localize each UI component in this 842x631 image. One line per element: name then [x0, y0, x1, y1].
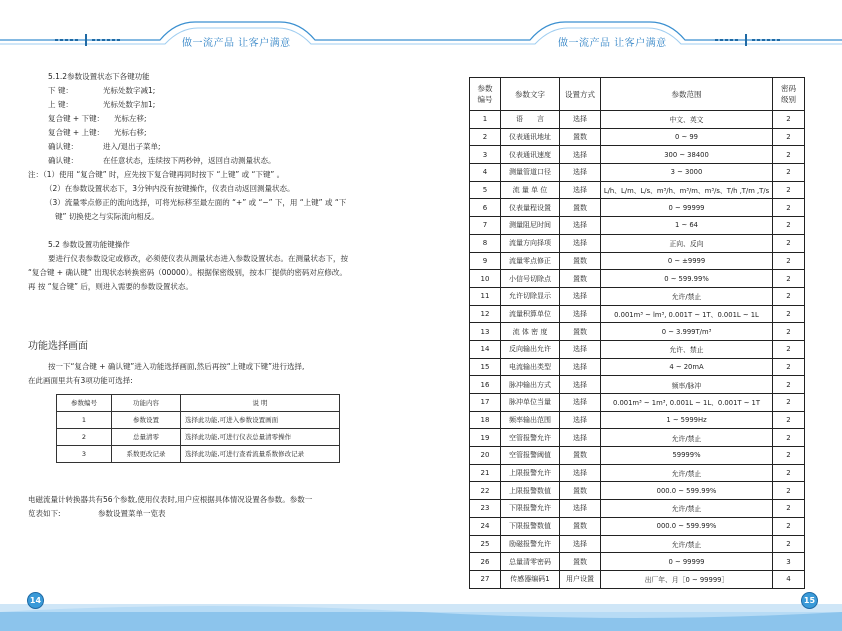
table-cell: 9 — [470, 252, 501, 270]
table-cell: 空管报警允许 — [501, 429, 560, 447]
table-cell: 2 — [773, 411, 805, 429]
table-header: 密码 级别 — [773, 78, 805, 111]
table-cell: 4 — [773, 570, 805, 588]
table-header: 功能内容 — [112, 395, 181, 412]
table-row — [470, 217, 805, 235]
section2-paragraph: 要进行仪表参数设定或修改，必须使仪表从测量状态进入参数设置状态。在测量状态下，按 — [48, 254, 348, 263]
table-cell: 置数 — [560, 553, 601, 571]
table-cell: 2 — [773, 500, 805, 518]
table-cell: 2 — [773, 111, 805, 129]
table-row — [470, 394, 805, 412]
table-row — [470, 482, 805, 500]
table-cell: 2 — [773, 181, 805, 199]
page-number-left: 14 — [27, 592, 44, 609]
table-header: 参数范围 — [601, 78, 773, 111]
table-row — [470, 570, 805, 588]
table-cell: 语 言 — [501, 111, 560, 129]
table-cell: 中文、英文 — [601, 111, 773, 129]
table-cell: 置数 — [560, 199, 601, 217]
table-cell: 0 ~ 99 — [601, 128, 773, 146]
table-header: 参数 编号 — [470, 78, 501, 111]
table-cell: 2 — [773, 429, 805, 447]
table-cell: 3 ~ 3000 — [601, 164, 773, 182]
table-cell: 允许切除显示 — [501, 287, 560, 305]
table-cell: 选择 — [560, 411, 601, 429]
table-cell: L/h、L/m、L/s、m³/h、m³/m、m³/s、T/h ,T/m ,T/s — [601, 181, 773, 199]
note-line: （2）在参数设置状态下，3分钟内没有按键操作，仪表自动返回测量状态。 — [45, 184, 295, 193]
table-cell: 上限报警允许 — [501, 464, 560, 482]
key-row: 上 键： 光标处数字加1; — [48, 100, 156, 109]
table-cell: 仪表通讯速度 — [501, 146, 560, 164]
table-cell: 2 — [773, 517, 805, 535]
table-cell: 17 — [470, 394, 501, 412]
func-title: 功能选择画面 — [28, 341, 88, 352]
table-cell: 2 — [773, 482, 805, 500]
table-cell: 3 — [773, 553, 805, 571]
table-cell: 2 — [470, 128, 501, 146]
table-cell: 2 — [773, 376, 805, 394]
table-cell: 24 — [470, 517, 501, 535]
table-row — [470, 535, 805, 553]
table-row — [470, 411, 805, 429]
table-cell: 选择 — [560, 146, 601, 164]
table-cell: 22 — [470, 482, 501, 500]
func-paragraph: 按一下“复合键 + 确认键”进入功能选择画面,然后再按“上键或下键”进行选择, — [48, 362, 305, 371]
table-cell: 选择 — [560, 535, 601, 553]
table-cell: 2 — [773, 270, 805, 288]
table-cell: 11 — [470, 287, 501, 305]
table-row — [470, 199, 805, 217]
header-slogan-left: 做一流产品 让客户满意 — [182, 38, 291, 49]
table-cell: 仪表量程设置 — [501, 199, 560, 217]
table-row — [470, 376, 805, 394]
table-row — [470, 287, 805, 305]
table-cell: 2 — [773, 287, 805, 305]
table-cell: 反向输出允许 — [501, 340, 560, 358]
footer-caption: 参数设置菜单一览表 — [98, 509, 166, 518]
table-row — [470, 164, 805, 182]
table-cell: 12 — [470, 305, 501, 323]
table-cell: 选择 — [560, 500, 601, 518]
table-cell: 流 体 密 度 — [501, 323, 560, 341]
table-header: 参数编号 — [57, 395, 112, 412]
note-line: 注：（1）使用 “复合键” 时，应先按下复合键再同时按下 “上键” 或 “下键” 。 — [28, 170, 285, 179]
table-cell: 2 — [773, 252, 805, 270]
table-cell: 20 — [470, 447, 501, 465]
table-row: 3 系数更改记录 选择此功能,可进行查看流量系数修改记录 — [57, 446, 340, 463]
section2-paragraph: 再 按 “复合键” 后，则进入需要的参数设置状态。 — [28, 282, 193, 291]
page-number-right: 15 — [801, 592, 818, 609]
table-cell: 2 — [773, 199, 805, 217]
table-cell: 频率输出范围 — [501, 411, 560, 429]
key-row: 复合键 + 下键： 光标左移; — [48, 114, 147, 123]
table-cell: 允许/禁止 — [601, 464, 773, 482]
table-cell: 总量清零密码 — [501, 553, 560, 571]
table-row — [470, 305, 805, 323]
table-cell: 选择 — [560, 217, 601, 235]
table-cell: 流量方向择项 — [501, 234, 560, 252]
table-cell: 选择 — [560, 340, 601, 358]
table-cell: 置数 — [560, 128, 601, 146]
table-cell: 13 — [470, 323, 501, 341]
table-cell: 流 量 单 位 — [501, 181, 560, 199]
table-cell: 选择 — [560, 464, 601, 482]
table-cell: 频率/脉冲 — [601, 376, 773, 394]
table-cell: 允许/禁止 — [601, 535, 773, 553]
table-cell: 2 — [773, 217, 805, 235]
table-cell: 000.0 ~ 599.99% — [601, 517, 773, 535]
table-row — [470, 358, 805, 376]
table-cell: 2 — [773, 323, 805, 341]
header-slogan-right: 做一流产品 让客户满意 — [558, 38, 667, 49]
table-cell: 59999% — [601, 447, 773, 465]
table-cell: 正向、反向 — [601, 234, 773, 252]
table-row — [470, 252, 805, 270]
table-cell: 选择 — [560, 181, 601, 199]
key-row: 确认键： 进入/退出子菜单; — [48, 142, 161, 151]
section2-paragraph: “复合键 + 确认键” 出现状态转换密码（00000）。根据保密级别，按本厂提供的密码对应修改。 — [28, 268, 347, 277]
table-cell: 300 ~ 38400 — [601, 146, 773, 164]
left-page-content — [28, 70, 418, 521]
key-row: 下 键： 光标处数字减1; — [48, 86, 156, 95]
table-cell: 23 — [470, 500, 501, 518]
key-row: 确认键： 在任意状态，连续按下两秒钟，返回自动测量状态。 — [48, 156, 276, 165]
section2-title: 5.2 参数设置功能键操作 — [48, 240, 130, 249]
table-row — [470, 553, 805, 571]
function-table — [56, 394, 340, 463]
footer-paragraph: 电磁流量计转换器共有56个参数,使用仪表时,用户应根据具体情况设置各参数。参数一 — [28, 495, 313, 504]
table-cell: 选择 — [560, 164, 601, 182]
table-cell: 0 ~ ±9999 — [601, 252, 773, 270]
table-cell: 置数 — [560, 517, 601, 535]
table-row: 2 总量清零 选择此功能,可进行仪表总量清零操作 — [57, 429, 340, 446]
table-row — [470, 146, 805, 164]
table-cell: 脉冲输出方式 — [501, 376, 560, 394]
table-cell: 2 — [773, 146, 805, 164]
table-cell: 允许/禁止 — [601, 500, 773, 518]
parameter-table — [469, 77, 805, 589]
table-header: 说 明 — [181, 395, 340, 412]
table-cell: 励磁报警允许 — [501, 535, 560, 553]
footer-paragraph: 览表如下: 参数设置菜单一览表 — [28, 509, 166, 518]
table-header: 参数文字 — [501, 78, 560, 111]
table-cell: 10 — [470, 270, 501, 288]
table-cell: 测量阻尼时间 — [501, 217, 560, 235]
table-cell: 选择 — [560, 358, 601, 376]
table-row — [470, 464, 805, 482]
table-cell: 2 — [773, 340, 805, 358]
table-cell: 选择 — [560, 376, 601, 394]
table-cell: 出厂年、月［0 ~ 99999］ — [601, 570, 773, 588]
table-cell: 电流输出类型 — [501, 358, 560, 376]
key-row: 复合键 + 上键： 光标右移; — [48, 128, 147, 137]
table-cell: 流量积算单位 — [501, 305, 560, 323]
table-header: 设置方式 — [560, 78, 601, 111]
table-cell: 上限报警数值 — [501, 482, 560, 500]
table-cell: 000.0 ~ 599.99% — [601, 482, 773, 500]
table-cell: 流量零点修正 — [501, 252, 560, 270]
table-cell: 选择 — [560, 305, 601, 323]
table-cell: 2 — [773, 447, 805, 465]
table-cell: 4 — [470, 164, 501, 182]
table-row — [470, 181, 805, 199]
table-cell: 传感器编码1 — [501, 570, 560, 588]
table-row — [470, 517, 805, 535]
table-cell: 0 ~ 3.999T/m³ — [601, 323, 773, 341]
table-cell: 2 — [773, 164, 805, 182]
table-cell: 选择 — [560, 287, 601, 305]
table-cell: 选择 — [560, 394, 601, 412]
table-row — [470, 128, 805, 146]
table-cell: 2 — [773, 358, 805, 376]
table-cell: 2 — [773, 128, 805, 146]
table-row — [470, 340, 805, 358]
table-cell: 脉冲单位当量 — [501, 394, 560, 412]
table-cell: 1 ~ 64 — [601, 217, 773, 235]
table-cell: 14 — [470, 340, 501, 358]
note-line: 键” 切换使之与实际流向相反。 — [55, 212, 159, 221]
table-cell: 0 ~ 99999 — [601, 553, 773, 571]
table-cell: 2 — [773, 394, 805, 412]
table-cell: 选择 — [560, 234, 601, 252]
table-cell: 允许、禁止 — [601, 340, 773, 358]
table-row — [470, 234, 805, 252]
table-cell: 允许/禁止 — [601, 287, 773, 305]
table-row — [470, 270, 805, 288]
table-cell: 7 — [470, 217, 501, 235]
table-cell: 置数 — [560, 482, 601, 500]
table-row — [470, 447, 805, 465]
table-cell: 空管报警阈值 — [501, 447, 560, 465]
table-cell: 1 — [470, 111, 501, 129]
table-header-row — [470, 78, 805, 111]
table-cell: 置数 — [560, 270, 601, 288]
table-cell: 25 — [470, 535, 501, 553]
table-cell: 允许/禁止 — [601, 429, 773, 447]
table-cell: 4 ~ 20mA — [601, 358, 773, 376]
table-cell: 2 — [773, 234, 805, 252]
table-cell: 0.001m³ ~ lm³, 0.001T ~ 1T、0.001L ~ 1L — [601, 305, 773, 323]
table-cell: 1 ~ 5999Hz — [601, 411, 773, 429]
table-row — [470, 323, 805, 341]
table-cell: 26 — [470, 553, 501, 571]
table-cell: 16 — [470, 376, 501, 394]
table-cell: 6 — [470, 199, 501, 217]
table-cell: 置数 — [560, 252, 601, 270]
table-cell: 选择 — [560, 429, 601, 447]
table-row — [470, 429, 805, 447]
table-cell: 5 — [470, 181, 501, 199]
table-cell: 18 — [470, 411, 501, 429]
table-cell: 置数 — [560, 323, 601, 341]
table-cell: 测量管道口径 — [501, 164, 560, 182]
table-cell: 15 — [470, 358, 501, 376]
table-cell: 2 — [773, 535, 805, 553]
table-cell: 0 ~ 99999 — [601, 199, 773, 217]
table-header-row — [57, 395, 340, 412]
table-cell: 2 — [773, 464, 805, 482]
table-cell: 21 — [470, 464, 501, 482]
table-row — [470, 500, 805, 518]
table-cell: 下限报警数值 — [501, 517, 560, 535]
table-cell: 下限报警允许 — [501, 500, 560, 518]
table-cell: 置数 — [560, 447, 601, 465]
table-row: 1 参数设置 选择此功能,可进入参数设置画面 — [57, 412, 340, 429]
table-cell: 0.001m³ ~ 1m³, 0.001L ~ 1L、0.001T ~ 1T — [601, 394, 773, 412]
section-title: 5.1.2参数设置状态下各键功能 — [48, 72, 150, 81]
func-paragraph: 在此画面里共有3项功能可选择: — [28, 376, 133, 385]
table-cell: 19 — [470, 429, 501, 447]
table-cell: 小信号切除点 — [501, 270, 560, 288]
table-cell: 27 — [470, 570, 501, 588]
table-cell: 8 — [470, 234, 501, 252]
table-cell: 用户设置 — [560, 570, 601, 588]
table-cell: 0 ~ 599.99% — [601, 270, 773, 288]
table-cell: 2 — [773, 305, 805, 323]
table-cell: 3 — [470, 146, 501, 164]
table-row — [470, 111, 805, 129]
note-line: （3）流量零点修正的流向选择，可将光标移至最左面的 “+” 或 “−” 下，用 “上键” 或 “下 — [45, 198, 347, 207]
table-cell: 仪表通讯地址 — [501, 128, 560, 146]
table-cell: 选择 — [560, 111, 601, 129]
